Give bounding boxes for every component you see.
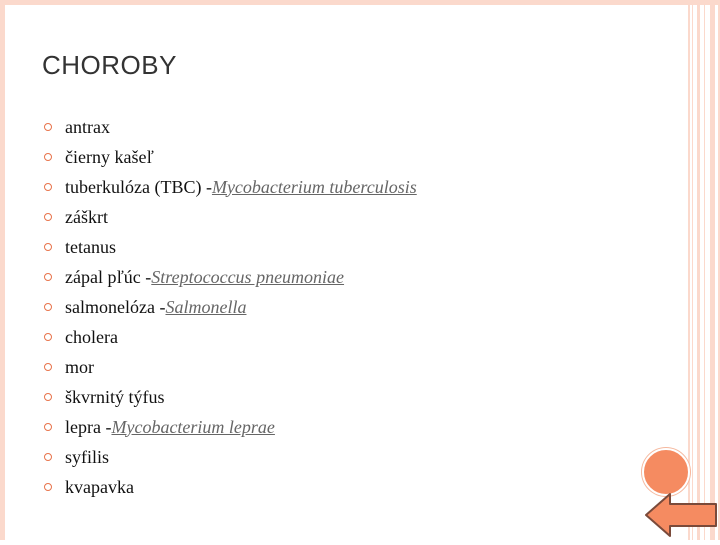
list-item <box>44 412 417 442</box>
list-item <box>44 472 417 502</box>
circle-bullet-icon <box>44 393 52 401</box>
circle-bullet-icon <box>44 333 52 341</box>
list-item-text: salmonelóza - <box>65 296 166 317</box>
circle-bullet-icon <box>44 303 52 311</box>
list-item <box>44 442 417 472</box>
list-item-text: tetanus <box>65 236 116 257</box>
circle-bullet-icon <box>44 123 52 131</box>
list-item-text: mor <box>65 356 94 377</box>
list-item-text: zápal pľúc - <box>65 266 152 287</box>
orange-circle-decoration <box>642 448 690 496</box>
list-item <box>44 262 417 292</box>
list-item <box>44 112 417 142</box>
list-item <box>44 172 417 202</box>
species-link[interactable]: Mycobacterium tuberculosis <box>211 176 417 197</box>
back-button[interactable] <box>640 490 720 545</box>
circle-bullet-icon <box>44 213 52 221</box>
bullet-list <box>44 112 417 502</box>
list-item <box>44 352 417 382</box>
species-link[interactable]: Salmonella <box>165 296 247 317</box>
list-item-text: lepra - <box>65 416 112 437</box>
list-item-text: záškrt <box>65 206 108 227</box>
list-item <box>44 202 417 232</box>
list-item-text: syfilis <box>65 446 110 467</box>
list-item-text: kvapavka <box>65 476 134 497</box>
circle-bullet-icon <box>44 183 52 191</box>
back-arrow-icon <box>640 490 720 540</box>
list-item <box>44 232 417 262</box>
top-border <box>0 0 720 5</box>
circle-bullet-icon <box>44 243 52 251</box>
list-item <box>44 382 417 412</box>
circle-bullet-icon <box>44 153 52 161</box>
circle-bullet-icon <box>44 273 52 281</box>
left-border <box>0 0 5 540</box>
species-link[interactable]: Streptococcus pneumoniae <box>151 266 345 287</box>
list-item <box>44 292 417 322</box>
circle-bullet-icon <box>44 453 52 461</box>
circle-bullet-icon <box>44 483 52 491</box>
list-item <box>44 322 417 352</box>
list-item-text: cholera <box>65 326 118 347</box>
list-item-text: čierny kašeľ <box>65 146 154 167</box>
species-link[interactable]: Mycobacterium leprae <box>111 416 275 437</box>
circle-bullet-icon <box>44 363 52 371</box>
circle-bullet-icon <box>44 423 52 431</box>
slide-title: CHOROBY <box>42 50 177 80</box>
list-item <box>44 142 417 172</box>
list-item-text: antrax <box>65 116 110 137</box>
list-item-text: tuberkulóza (TBC) - <box>65 176 212 197</box>
list-item-text: škvrnitý týfus <box>65 386 165 407</box>
